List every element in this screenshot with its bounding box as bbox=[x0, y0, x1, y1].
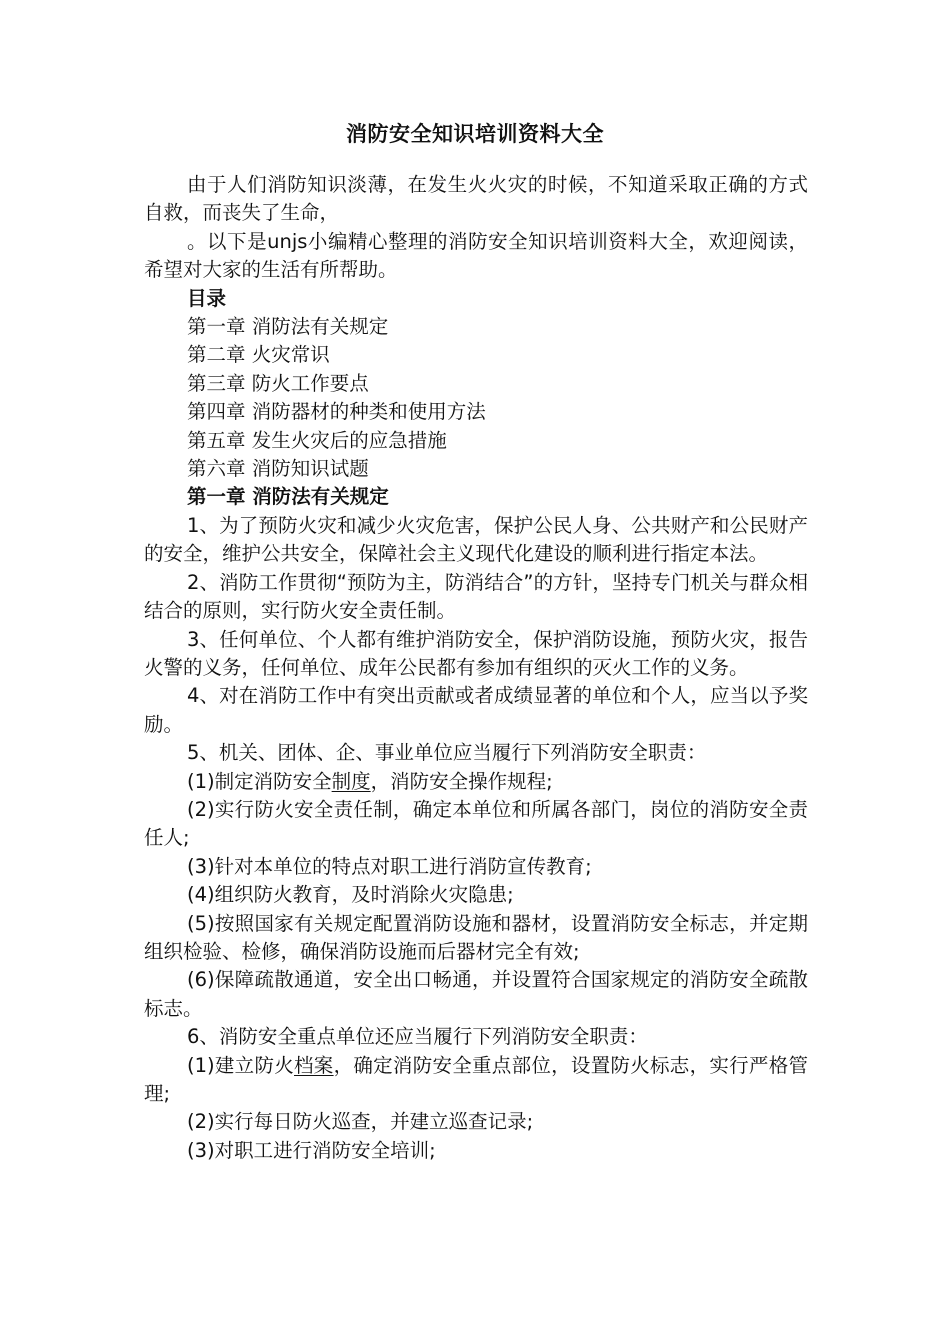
intro-paragraph-1: 由于人们消防知识淡薄，在发生火火灾的时候，不知道采取正确的方式自救，而丧失了生命， bbox=[144, 173, 808, 225]
toc-item-6[interactable]: 第六章 消防知识试题 bbox=[187, 457, 369, 481]
intro-paragraph-2: 。以下是unjs小编精心整理的消防安全知识培训资料大全，欢迎阅读，希望对大家的生活有所帮助。 bbox=[144, 229, 808, 282]
duty-item-3: (3)针对本单位的特点对职工进行消防宣传教育; bbox=[187, 854, 592, 878]
chapter-1-paragraph-4: 4、对在消防工作中有突出贡献或者成绩显著的单位和个人，应当以予奖励。 bbox=[144, 684, 808, 736]
chapter-1-paragraph-3: 3、任何单位、个人都有维护消防安全，保护消防设施，预防火灾，报告火警的义务，任何单位、成年公民都有参加有组织的灭火工作的义务。 bbox=[144, 627, 808, 679]
toc-item-5[interactable]: 第五章 发生火灾后的应急措施 bbox=[187, 428, 447, 452]
duty-item-2: (2)实行防火安全责任制，确定本单位和所属各部门，岗位的消防安全责任人; bbox=[144, 797, 808, 850]
key-duty-item-1-text-b: ，确定消防安全重点部位，设置防火标志，实行严格管理; bbox=[144, 1053, 808, 1105]
toc-item-4[interactable]: 第四章 消防器材的种类和使用方法 bbox=[187, 400, 486, 424]
toc-heading: 目录 bbox=[187, 286, 227, 310]
duty-item-4: (4)组织防火教育，及时消除火灾隐患; bbox=[187, 883, 514, 907]
chapter-1-paragraph-2: 2、消防工作贯彻“预防为主，防消结合”的方针，坚持专门机关与群众相结合的原则，实行防火安全责任制。 bbox=[144, 570, 808, 623]
duty-item-1 bbox=[144, 768, 808, 796]
key-duty-item-3: (3)对职工进行消防安全培训; bbox=[187, 1138, 436, 1162]
duty-item-1-text-a: (1)制定消防安全 bbox=[187, 769, 332, 793]
key-duty-item-2: (2)实行每日防火巡查，并建立巡查记录; bbox=[187, 1110, 534, 1134]
duty-item-5: (5)按照国家有关规定配置消防设施和器材，设置消防安全标志，并定期组织检验、检修，确保消防设施而后器材完全有效; bbox=[144, 911, 808, 963]
regulation-link[interactable]: 制度 bbox=[331, 769, 371, 793]
toc-item-3[interactable]: 第三章 防火工作要点 bbox=[187, 371, 369, 395]
chapter-1-paragraph-6: 6、消防安全重点单位还应当履行下列消防安全职责： bbox=[187, 1025, 648, 1049]
chapter-1-paragraph-5: 5、机关、团体、企、事业单位应当履行下列消防安全职责： bbox=[187, 741, 707, 765]
key-duty-item-1 bbox=[144, 1052, 808, 1109]
archive-link[interactable]: 档案 bbox=[294, 1053, 334, 1077]
duty-item-1-text-b: ，消防安全操作规程; bbox=[370, 769, 553, 793]
toc-item-1[interactable]: 第一章 消防法有关规定 bbox=[187, 315, 389, 339]
duty-item-6: (6)保障疏散通道，安全出口畅通，并设置符合国家规定的消防安全疏散标志。 bbox=[144, 968, 808, 1020]
document-body bbox=[144, 171, 808, 1165]
chapter-1-paragraph-1: 1、为了预防火灾和减少火灾危害，保护公民人身、公共财产和公民财产的安全，维护公共安全，保障社会主义现代化建设的顺利进行指定本法。 bbox=[144, 513, 808, 566]
chapter-1-heading: 第一章 消防法有关规定 bbox=[187, 485, 389, 509]
document-title: 消防安全知识培训资料大全 bbox=[346, 122, 604, 146]
toc-item-2[interactable]: 第二章 火灾常识 bbox=[187, 343, 330, 367]
key-duty-item-1-text-a: (1)建立防火 bbox=[187, 1053, 295, 1077]
